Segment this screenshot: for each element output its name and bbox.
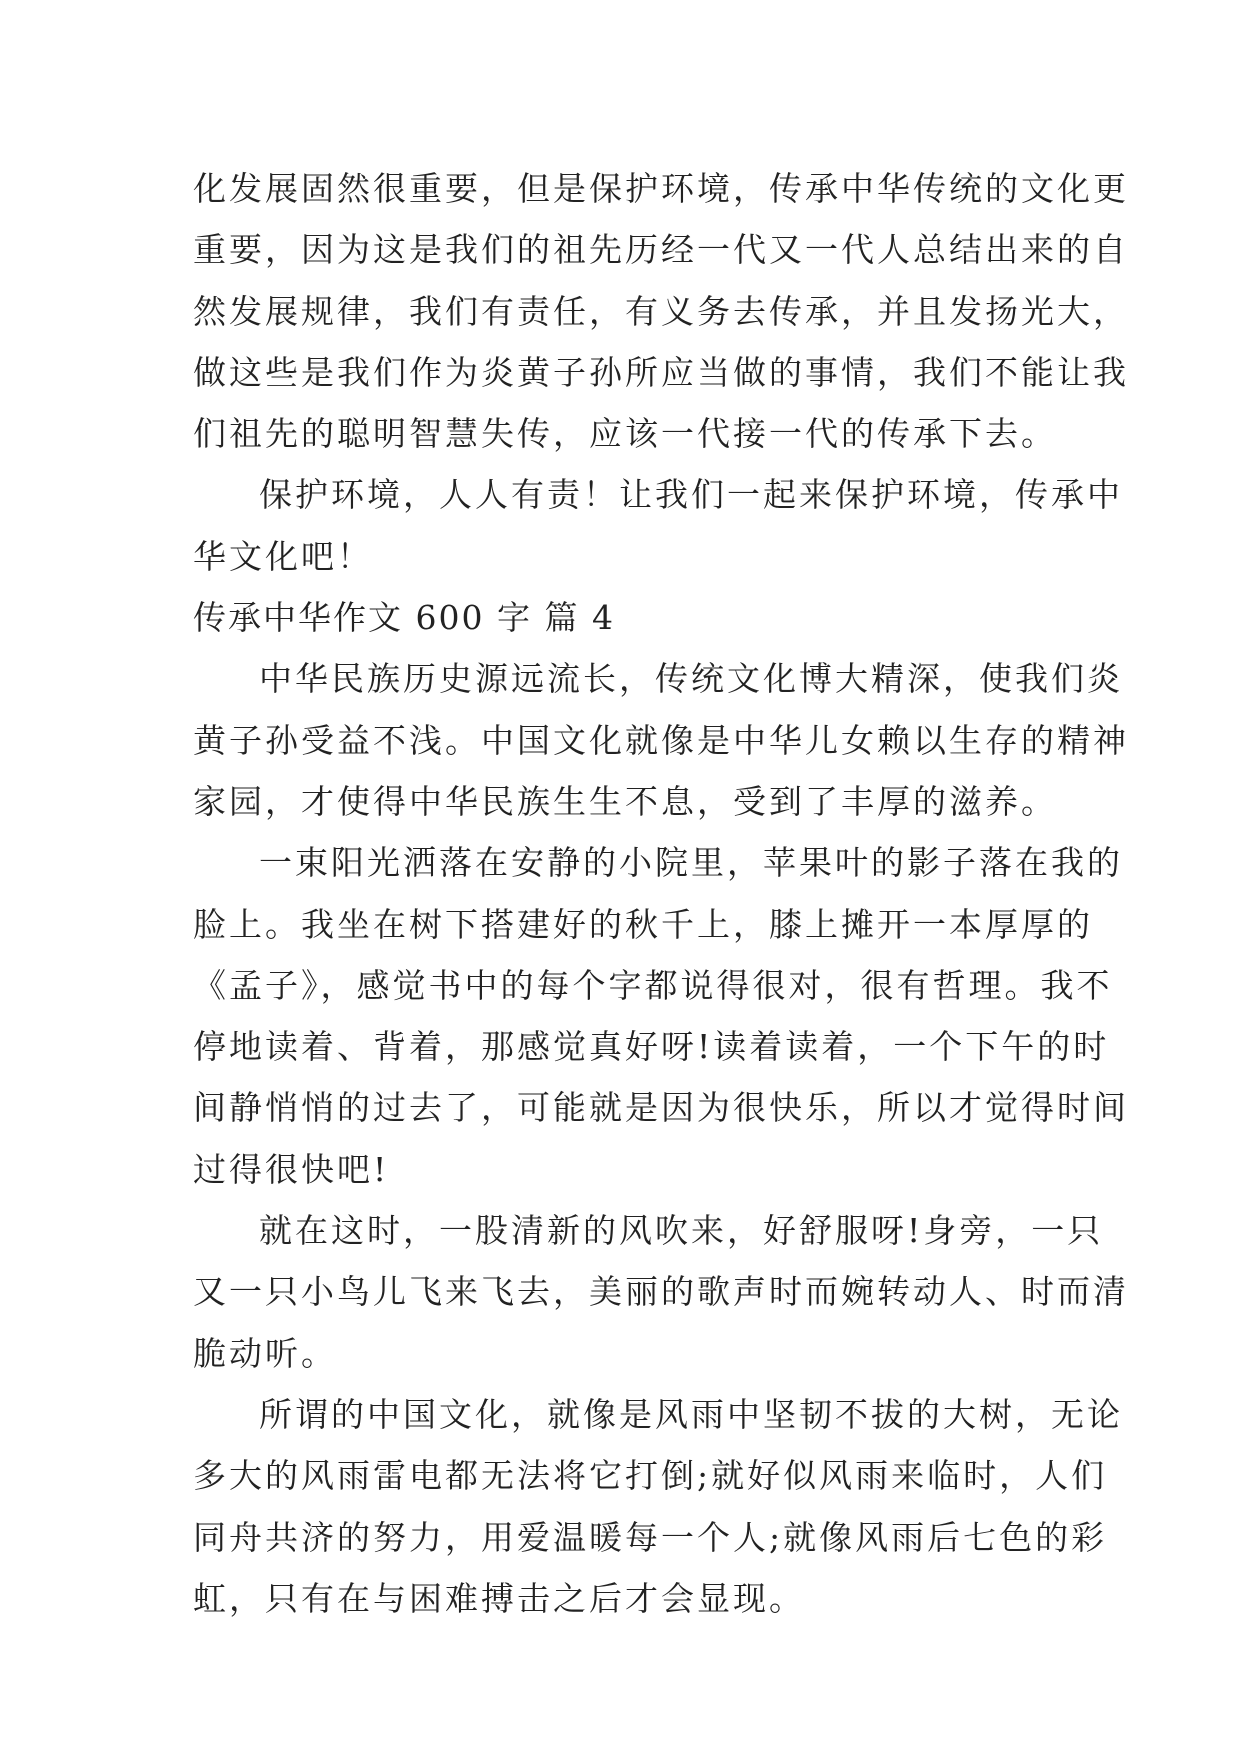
text-line: 就在这时，一股清新的风吹来，好舒服呀!身旁，一只 <box>259 1211 1104 1251</box>
text-line: 然发展规律，我们有责任，有义务去传承，并且发扬光大， <box>193 291 1129 331</box>
text-line: 所谓的中国文化，就像是风雨中坚韧不拔的大树，无论 <box>259 1394 1123 1434</box>
document-body <box>193 158 1129 1629</box>
text-line: 中华民族历史源远流长，传统文化博大精深，使我们炎 <box>259 659 1123 699</box>
text-line: 虹，只有在与困难搏击之后才会显现。 <box>193 1578 805 1618</box>
text-line: 重要，因为这是我们的祖先历经一代又一代人总结出来的自 <box>193 230 1129 270</box>
text-line: 华文化吧！ <box>193 536 373 576</box>
text-line: 《孟子》，感觉书中的每个字都说得很对，很有哲理。我不 <box>193 965 1113 1005</box>
text-line: 一束阳光洒落在安静的小院里，苹果叶的影子落在我的 <box>259 843 1123 883</box>
text-line: 保护环境，人人有责！让我们一起来保护环境，传承中 <box>259 475 1123 515</box>
text-line: 过得很快吧! <box>193 1149 390 1189</box>
text-line: 们祖先的聪明智慧失传，应该一代接一代的传承下去。 <box>193 414 1057 454</box>
text-line: 家园，才使得中华民族生生不息，受到了丰厚的滋养。 <box>193 781 1057 821</box>
section-heading: 传承中华作文 600 字 篇 4 <box>193 598 615 638</box>
text-line: 化发展固然很重要，但是保护环境，传承中华传统的文化更 <box>193 169 1129 208</box>
text-line: 脆动听。 <box>193 1333 337 1373</box>
text-line: 又一只小鸟儿飞来飞去，美丽的歌声时而婉转动人、时而清 <box>193 1272 1129 1312</box>
text-line: 间静悄悄的过去了，可能就是因为很快乐，所以才觉得时间 <box>193 1088 1129 1128</box>
text-line: 脸上。我坐在树下搭建好的秋千上，膝上摊开一本厚厚的 <box>193 904 1093 944</box>
text-line: 黄子孙受益不浅。中国文化就像是中华儿女赖以生存的精神 <box>193 720 1129 760</box>
text-line: 多大的风雨雷电都无法将它打倒;就好似风雨来临时，人们 <box>193 1456 1108 1496</box>
text-line: 停地读着、背着，那感觉真好呀!读着读着，一个下午的时 <box>193 1027 1110 1067</box>
text-line: 做这些是我们作为炎黄子孙所应当做的事情，我们不能让我 <box>193 352 1129 392</box>
text-line: 同舟共济的努力，用爱温暖每一个人;就像风雨后七色的彩 <box>193 1517 1108 1557</box>
